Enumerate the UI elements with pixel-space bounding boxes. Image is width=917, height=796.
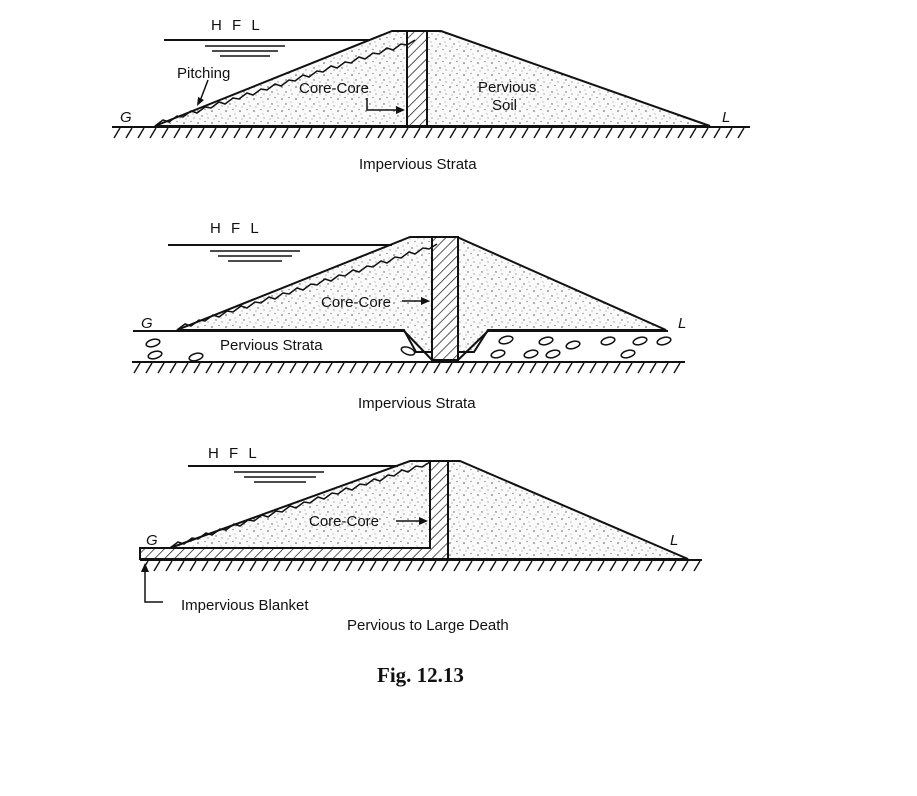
ground-hatch-tick [126,128,132,138]
ground-hatch-tick [278,363,284,373]
ground-hatch-tick [674,363,680,373]
ground-hatch-tick [262,561,268,571]
ground-hatch-tick [550,561,556,571]
ground-hatch-tick [206,363,212,373]
ground-hatch-tick [426,128,432,138]
ground-hatch-tick [214,561,220,571]
ground-hatch-tick [170,363,176,373]
ground-hatch-tick [298,561,304,571]
ground-hatch-tick [650,363,656,373]
ground-hatch-tick [418,561,424,571]
ground-hatch-tick [642,128,648,138]
hfl-label-bottom: H F L [208,445,260,462]
ground-hatch-tick [250,561,256,571]
ground-hatch-tick [210,128,216,138]
ground-hatch-tick [282,128,288,138]
foundation-label-top: Impervious Strata [359,156,477,173]
ground-hatch-tick [394,561,400,571]
ground-hatch-tick [450,128,456,138]
ground-hatch-tick [362,363,368,373]
ground-hatch-tick [478,561,484,571]
ground-hatch-tick [610,561,616,571]
ground-hatch-tick [330,128,336,138]
ground-hatch-tick [134,363,140,373]
ground-hatch-tick [290,363,296,373]
ground-hatch-tick [234,128,240,138]
ground-hatch-tick [626,363,632,373]
ground-hatch-tick [714,128,720,138]
ground-hatch-tick [306,128,312,138]
ground-hatch-tick [166,561,172,571]
ground-hatch-tick [618,128,624,138]
ground-hatch-tick [370,561,376,571]
ground-hatch-tick [446,363,452,373]
ground-hatch-tick [474,128,480,138]
ground-hatch-tick [506,363,512,373]
ground-hatch-tick [634,561,640,571]
ground-hatch-tick [226,561,232,571]
ground-hatch-tick [314,363,320,373]
ground-hatch-tick [646,561,652,571]
ground-hatch-tick [522,128,528,138]
point-g-middle: G [141,315,153,332]
ground-hatch-tick [702,128,708,138]
ground-hatch-tick [558,128,564,138]
ground-hatch-tick [586,561,592,571]
ground-hatch-tick [322,561,328,571]
ground-hatch-tick [462,128,468,138]
ground-hatch-tick [318,128,324,138]
ground-hatch-tick [498,128,504,138]
ground-hatch-tick [486,128,492,138]
core-wall-middle [432,237,458,360]
ground-hatch-tick [114,128,120,138]
ground-hatch-tick [422,363,428,373]
ground-hatch-tick [338,363,344,373]
ground-hatch-tick [354,128,360,138]
ground-hatch-tick [154,561,160,571]
hfl-label-middle: H F L [210,220,262,237]
core-label-middle: Core-Core [321,294,392,311]
ground-hatch-tick [694,561,700,571]
ground-hatch-tick [202,561,208,571]
ground-hatch-tick [342,128,348,138]
ground-hatch-tick [198,128,204,138]
ground-hatch-tick [382,561,388,571]
ground-hatch-tick [358,561,364,571]
ground-hatch-tick [470,363,476,373]
ground-hatch-tick [574,561,580,571]
ground-hatch-tick [726,128,732,138]
point-g-top: G [120,109,132,126]
point-l-top: L [722,109,731,126]
ground-hatch-tick [490,561,496,571]
ground-hatch-tick [294,128,300,138]
ground-hatch-tick [406,561,412,571]
ground-hatch-tick [366,128,372,138]
pervious-soil-label-line1: Pervious [478,79,537,96]
ground-hatch-tick [238,561,244,571]
ground-hatch-tick [398,363,404,373]
ground-hatch-tick [326,363,332,373]
ground-hatch-tick [242,363,248,373]
ground-hatch-tick [678,128,684,138]
ground-hatch-tick [482,363,488,373]
ground-hatch-tick [190,561,196,571]
ground-hatch-tick [594,128,600,138]
ground-hatch-tick [410,363,416,373]
ground-hatch-tick [274,561,280,571]
ground-hatch-tick [570,128,576,138]
ground-hatch-tick [158,363,164,373]
ground-hatch-tick [442,561,448,571]
ground-hatch-tick [402,128,408,138]
ground-hatch-tick [602,363,608,373]
ground-hatch-tick [622,561,628,571]
ground-hatch-tick [510,128,516,138]
ground-hatch-tick [590,363,596,373]
core-label-bottom: Core-Core [309,513,380,530]
ground-hatch-tick [514,561,520,571]
pitching-leader-arrowhead [197,97,204,106]
ground-hatch-tick [614,363,620,373]
ground-hatch-tick [534,128,540,138]
ground-hatch-tick [374,363,380,373]
ground-hatch-tick [662,363,668,373]
ground-hatch-tick [546,128,552,138]
ground-hatch-tick [162,128,168,138]
ground-hatch-tick [438,128,444,138]
pervious-soil-label-line2: Soil [492,97,518,114]
ground-hatch-tick [606,128,612,138]
ground-hatch-tick [230,363,236,373]
hfl-label-top: H F L [211,17,263,34]
dam-body-bottom [170,461,688,559]
ground-hatch-tick [302,363,308,373]
ground-hatch-tick [526,561,532,571]
point-l-middle: L [678,315,687,332]
ground-hatch-tick [690,128,696,138]
blanket-leader [145,572,163,602]
ground-hatch-tick [530,363,536,373]
ground-hatch-tick [666,128,672,138]
ground-hatch-tick [386,363,392,373]
ground-hatch-tick [638,363,644,373]
point-l-bottom: L [670,532,679,549]
ground-hatch-tick [518,363,524,373]
ground-hatch-tick [738,128,744,138]
ground-hatch-tick [146,363,152,373]
ground-hatch-tick [346,561,352,571]
ground-hatch-tick [378,128,384,138]
ground-hatch-tick [598,561,604,571]
ground-hatch-tick [542,363,548,373]
ground-hatch-tick [310,561,316,571]
ground-hatch-tick [266,363,272,373]
core-wall-top [407,31,427,126]
ground-hatching-middle [134,363,680,373]
ground-hatch-tick [270,128,276,138]
ground-hatch-tick [182,363,188,373]
ground-hatch-tick [222,128,228,138]
section-middle [132,220,686,412]
pitching-label: Pitching [177,65,231,82]
ground-hatch-tick [582,128,588,138]
ground-hatch-tick [458,363,464,373]
ground-hatch-tick [494,363,500,373]
ground-hatch-tick [630,128,636,138]
ground-hatching-bottom [142,561,700,571]
foundation-label-middle: Impervious Strata [358,395,476,412]
ground-hatch-tick [562,561,568,571]
ground-hatch-tick [554,363,560,373]
ground-hatch-tick [430,561,436,571]
ground-hatch-tick [566,363,572,373]
ground-hatch-tick [254,363,260,373]
ground-hatch-tick [538,561,544,571]
ground-hatch-tick [454,561,460,571]
ground-hatch-tick [466,561,472,571]
ground-hatch-tick [670,561,676,571]
section-top [112,17,750,173]
ground-hatch-tick [178,561,184,571]
ground-hatch-tick [286,561,292,571]
pervious-strata-label: Pervious Strata [220,337,323,354]
foundation-label-bottom: Pervious to Large Death [347,617,509,634]
ground-hatch-tick [654,128,660,138]
ground-hatching-top [114,128,744,138]
section-bottom [140,445,702,634]
ground-hatch-tick [502,561,508,571]
ground-hatch-tick [138,128,144,138]
ground-hatch-tick [682,561,688,571]
ground-hatch-tick [578,363,584,373]
ground-hatch-tick [350,363,356,373]
ground-hatch-tick [218,363,224,373]
core-label-top: Core-Core [299,80,370,97]
ground-hatch-tick [414,128,420,138]
ground-hatch-tick [434,363,440,373]
ground-hatch-tick [658,561,664,571]
ground-hatch-tick [258,128,264,138]
ground-hatch-tick [246,128,252,138]
ground-hatch-tick [186,128,192,138]
impervious-blanket-label: Impervious Blanket [181,597,309,614]
ground-hatch-tick [194,363,200,373]
blanket-arrowhead [141,563,149,572]
ground-hatch-tick [150,128,156,138]
ground-hatch-tick [174,128,180,138]
ground-hatch-tick [390,128,396,138]
point-g-bottom: G [146,532,158,549]
figure-caption: Fig. 12.13 [377,663,464,687]
ground-hatch-tick [334,561,340,571]
pitching-leader-arrow [200,80,208,101]
